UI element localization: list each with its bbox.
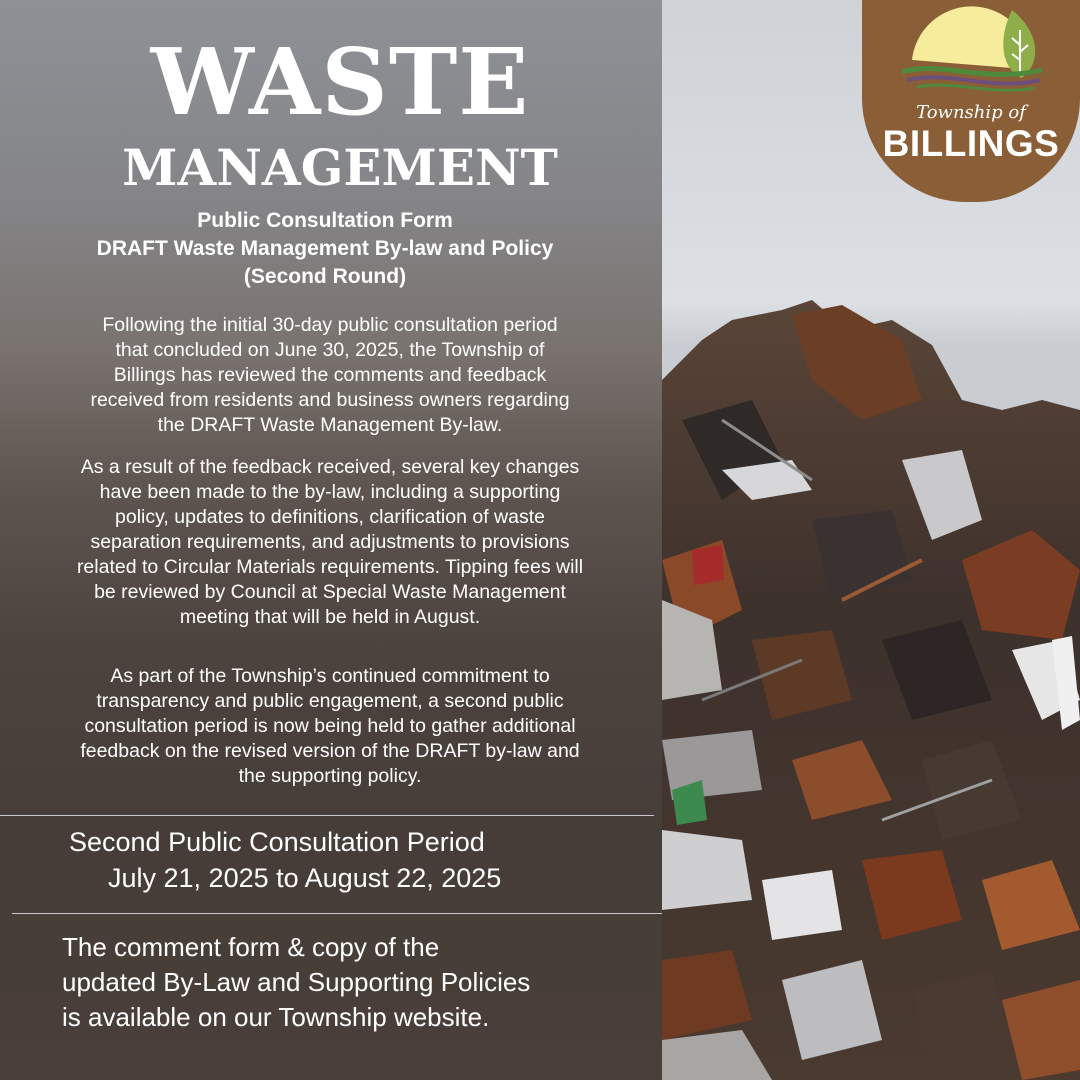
paragraph-intro: Following the initial 30-day public consultation period that concluded on June 30, 2025, the Township of Billings has reviewed the comments and feedback received from residents and business owners regarding the DRAFT Waste Management By-law. xyxy=(90,314,570,436)
title-waste: WASTE xyxy=(150,28,530,136)
township-logo xyxy=(862,0,1080,202)
divider-bottom xyxy=(12,913,662,914)
divider-top xyxy=(0,815,654,816)
title-management: MANAGEMENT xyxy=(122,138,558,197)
paragraph-second-consultation: As part of the Township’s continued commitment to transparency and public engagement, a second public consultation period is now being held to gather additional feedback on the revised version of the DRAFT by-law and the supporting policy. xyxy=(80,665,580,787)
logo-township-of: Township of xyxy=(916,102,1026,123)
subtitle-form: Public Consultation Form xyxy=(197,209,453,232)
period-heading: Second Public Consultation Period xyxy=(69,827,485,857)
period-dates: July 21, 2025 to August 22, 2025 xyxy=(108,863,502,893)
logo-billings: BILLINGS xyxy=(882,123,1060,164)
subtitle-round: (Second Round) xyxy=(243,265,407,288)
sun-leaf-icon xyxy=(862,0,1080,100)
paragraph-changes: As a result of the feedback received, several key changes have been made to the by-law, including a supporting policy, updates to definitions, clarification of waste separation requirements, and adjustments to provisions related to Circular Materials requirements. Tipping fees will be reviewed by Council at Special Waste Management meeting that will be held in August. xyxy=(76,456,584,628)
footer-website-note: The comment form & copy of the updated By-Law and Supporting Policies is available on our Township website. xyxy=(62,932,531,1032)
subtitle-draft: DRAFT Waste Management By-law and Policy xyxy=(96,237,554,260)
